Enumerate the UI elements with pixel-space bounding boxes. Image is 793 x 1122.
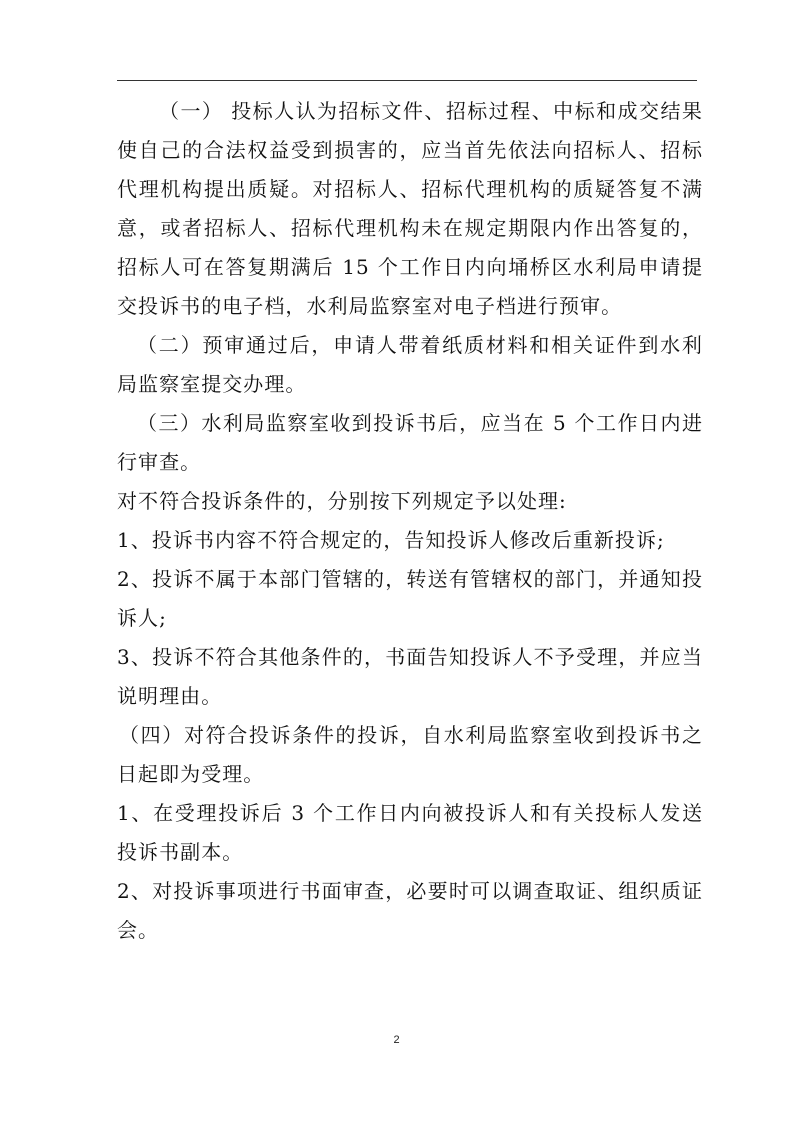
- list-item-1: 1、投诉书内容不符合规定的，告知投诉人修改后重新投诉;: [117, 528, 665, 552]
- paragraph-complaint-procedure-1: （一） 投标人认为招标文件、招标过程、中标和成交结果使自己的合法权益受到损害的，应当首先依法向招标人、招标代理机构提出质疑。对招标人、招标代理机构的质疑答复不满意，或者招标人、招标代理机构未在规定期限内作出答复的，招标人可在答复期满后 15 个工作日内向埇桥区水利局申请提交投诉书的电子档，水利局监察室对电子档进行预审。: [117, 99, 703, 318]
- paragraph-complaint-procedure-4: （四）对符合投诉条件的投诉，自水利局监察室收到投诉书之日起即为受理。: [117, 723, 703, 786]
- list-item-accept-2: 2、对投诉事项进行书面审查，必要时可以调查取证、组织质证会。: [117, 879, 703, 942]
- list-item-3: 3、投诉不符合其他条件的，书面告知投诉人不予受理，并应当说明理由。: [117, 645, 703, 708]
- paragraph-noncompliant-handling: 对不符合投诉条件的，分别按下列规定予以处理:: [117, 489, 567, 513]
- list-item-2: 2、投诉不属于本部门管辖的，转送有管辖权的部门，并通知投诉人;: [117, 567, 703, 630]
- page-number: 2: [393, 1034, 400, 1046]
- document-body: [117, 92, 703, 950]
- header-rule: [117, 80, 697, 81]
- list-item-accept-1: 1、在受理投诉后 3 个工作日内向被投诉人和有关投标人发送投诉书副本。: [117, 801, 703, 864]
- paragraph-complaint-procedure-2: （二）预审通过后，申请人带着纸质材料和相关证件到水利局监察室提交办理。: [117, 333, 703, 396]
- paragraph-complaint-procedure-3: （三）水利局监察室收到投诉书后，应当在 5 个工作日内进行审查。: [117, 411, 703, 474]
